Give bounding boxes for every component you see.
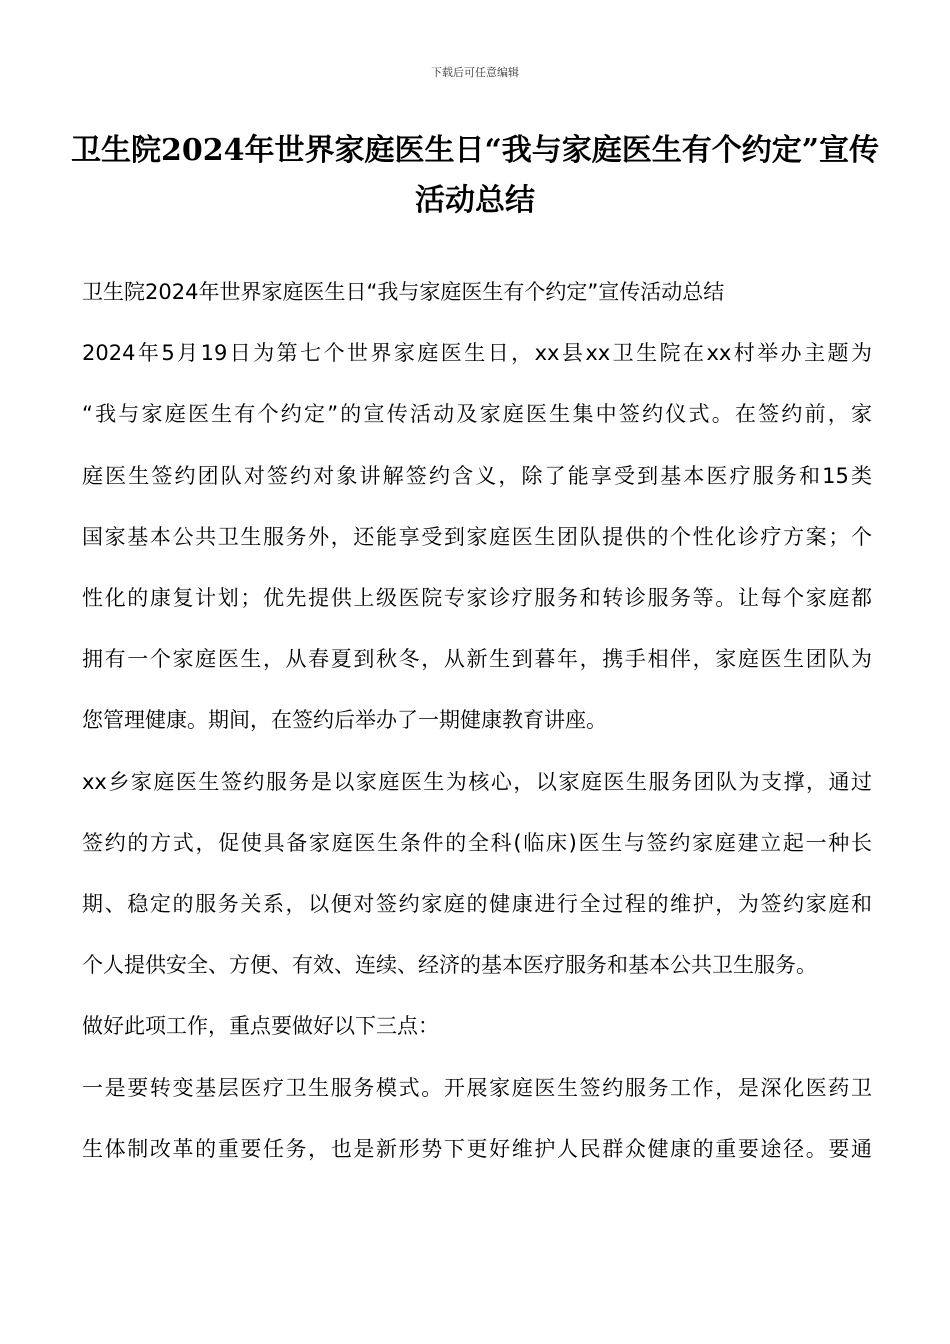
- header-note: 下载后可任意编辑: [431, 66, 519, 79]
- body-line: 性化的康复计划；优先提供上级医院专家诊疗服务和转诊服务等。让每个家庭都: [82, 586, 872, 611]
- body-line: 做好此项工作，重点要做好以下三点：: [82, 1014, 439, 1039]
- body-line-subtitle: 卫生院2024年世界家庭医生日“我与家庭医生有个约定”宣传活动总结: [82, 280, 725, 304]
- body-line: 拥有一个家庭医生，从春夏到秋冬，从新生到暮年，携手相伴，家庭医生团队为: [82, 647, 872, 672]
- body-line: “我与家庭医生有个约定”的宣传活动及家庭医生集中签约仪式。在签约前，家: [82, 402, 872, 427]
- body-line: 期、稳定的服务关系，以便对签约家庭的健康进行全过程的维护，为签约家庭和: [82, 892, 872, 917]
- body-line: 签约的方式，促使具备家庭医生条件的全科(临床)医生与签约家庭建立起一种长: [82, 830, 872, 855]
- body-line: 您管理健康。期间，在签约后举办了一期健康教育讲座。: [82, 708, 607, 733]
- title-line: 卫生院2024年世界家庭医生日“我与家庭医生有个约定”宣传: [70, 133, 879, 168]
- body-line: 个人提供安全、方便、有效、连续、经济的基本医疗服务和基本公共卫生服务。: [82, 953, 817, 978]
- body-line: 庭医生签约团队对签约对象讲解签约含义，除了能享受到基本医疗服务和15类: [82, 463, 872, 488]
- body-line: 2024年5月19日为第七个世界家庭医生日，xx县xx卫生院在xx村举办主题为: [82, 341, 872, 366]
- document-title: [60, 126, 890, 226]
- document-body: [82, 262, 872, 1180]
- body-line: 国家基本公共卫生服务外，还能享受到家庭医生团队提供的个性化诊疗方案；个: [82, 524, 872, 549]
- body-line: xx乡家庭医生签约服务是以家庭医生为核心，以家庭医生服务团队为支撑，通过: [82, 769, 872, 794]
- title-line: 活动总结: [415, 183, 535, 218]
- body-line: 一是要转变基层医疗卫生服务模式。开展家庭医生签约服务工作，是深化医药卫: [82, 1075, 872, 1100]
- body-line: 生体制改革的重要任务，也是新形势下更好维护人民群众健康的重要途径。要通: [82, 1136, 872, 1161]
